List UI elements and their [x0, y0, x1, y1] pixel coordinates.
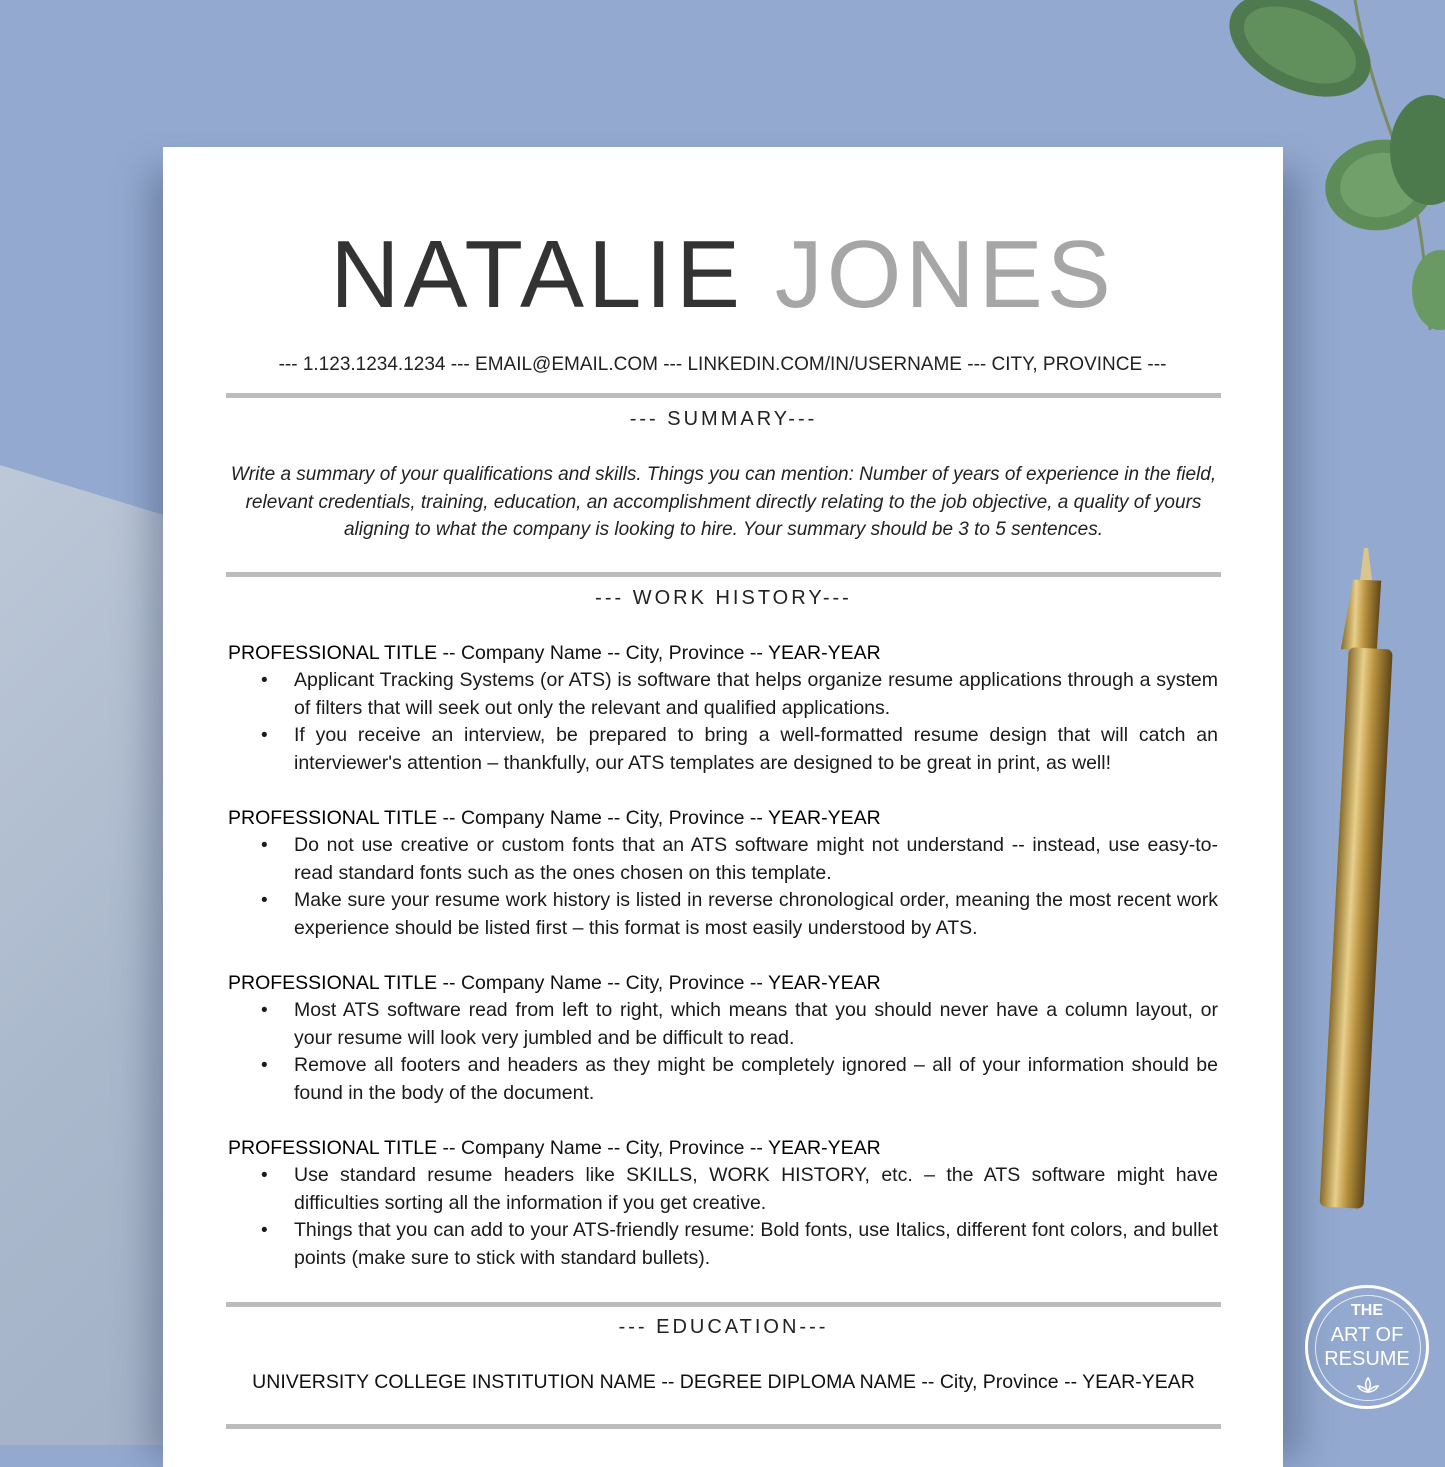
education-details: -- DEGREE DIPLOMA NAME -- City, Province --	[655, 1371, 1083, 1393]
job-title: PROFESSIONAL TITLE	[228, 642, 438, 664]
gold-pen	[1312, 540, 1402, 1220]
job-bullet: • Applicant Tracking Systems (or ATS) is software that helps organize resume applications through a system of filters that will seek out only the relevant and qualified applications.	[261, 669, 1218, 719]
art-of-resume-logo	[1305, 1285, 1429, 1409]
job-title: PROFESSIONAL TITLE	[228, 807, 438, 829]
job-bullets	[228, 997, 1218, 1107]
job-title: PROFESSIONAL TITLE	[228, 1137, 438, 1159]
job-bullets	[228, 1162, 1218, 1272]
job-header	[228, 1134, 1218, 1162]
section-divider	[226, 572, 1221, 577]
bullet-text: Do not use creative or custom fonts that an ATS software might not understand -- instead, use easy-to-read standard fonts such as the ones chosen on this template.	[294, 834, 1218, 884]
job-entry	[228, 639, 1218, 777]
job-bullets	[228, 667, 1218, 777]
education-entry	[226, 1368, 1221, 1396]
logo-line-2: ART OF	[1330, 1324, 1404, 1346]
section-divider	[226, 393, 1221, 398]
job-bullet: • Most ATS software read from left to right, which means that you should never have a column layout, or your resume will look very jumbled and be difficult to read.	[261, 999, 1218, 1049]
job-header	[228, 639, 1218, 667]
bullet-text: Make sure your resume work history is listed in reverse chronological order, meaning the most recent work experience should be listed first – this format is most easily understood by ATS.	[294, 889, 1218, 939]
education-years: YEAR-YEAR	[1082, 1371, 1195, 1393]
job-bullet: • Make sure your resume work history is listed in reverse chronological order, meaning the most recent work experience should be listed first – this format is most easily understood by ATS.	[261, 889, 1218, 939]
education-heading: --- EDUCATION---	[618, 1316, 829, 1338]
section-divider	[226, 1424, 1221, 1429]
section-divider	[226, 1302, 1221, 1307]
job-years: YEAR-YEAR	[767, 642, 881, 664]
bullet-text: If you receive an interview, be prepared to bring a well-formatted resume design that will catch an interviewer's attention – thankfully, our ATS templates are designed to be great in print, as well!	[294, 724, 1218, 774]
job-entry	[228, 1134, 1218, 1272]
job-bullet: • Things that you can add to your ATS-friendly resume: Bold fonts, use Italics, different font colors, and bullet points (make sure to stick with standard bullets).	[261, 1219, 1218, 1269]
contact-line: --- 1.123.1234.1234 --- EMAIL@EMAIL.COM --- LINKEDIN.COM/IN/USERNAME --- CITY, PROVINCE ---	[278, 354, 1167, 375]
job-entry	[228, 804, 1218, 942]
last-name: JONES	[774, 221, 1115, 328]
job-bullet: • If you receive an interview, be prepared to bring a well-formatted resume design that will catch an interviewer's attention – thankfully, our ATS templates are designed to be great in print, as well!	[261, 724, 1218, 774]
institution-name: UNIVERSITY COLLEGE INSTITUTION NAME	[252, 1371, 656, 1393]
logo-line-1: THE	[1351, 1302, 1383, 1319]
job-title: PROFESSIONAL TITLE	[228, 972, 438, 994]
job-years: YEAR-YEAR	[767, 1137, 881, 1159]
job-years: YEAR-YEAR	[767, 972, 881, 994]
bullet-text: Remove all footers and headers as they might be completely ignored – all of your information should be found in the body of the document.	[294, 1054, 1218, 1104]
job-bullet: • Use standard resume headers like SKILLS, WORK HISTORY, etc. – the ATS software might have difficulties sorting all the information if you get creative.	[261, 1164, 1218, 1214]
job-header	[228, 969, 1218, 997]
bullet-text: Things that you can add to your ATS-friendly resume: Bold fonts, use Italics, different font colors, and bullet points (make sure to stick with standard bullets).	[294, 1219, 1218, 1269]
first-name: NATALIE	[330, 221, 745, 328]
job-bullet: • Remove all footers and headers as they might be completely ignored – all of your information should be found in the body of the document.	[261, 1054, 1218, 1104]
job-bullets	[228, 832, 1218, 942]
job-years: YEAR-YEAR	[767, 807, 881, 829]
job-details: -- Company Name -- City, Province --	[437, 1137, 768, 1159]
lotus-icon	[1356, 1376, 1380, 1394]
bullet-text: Applicant Tracking Systems (or ATS) is software that helps organize resume applications through a system of filters that will seek out only the relevant and qualified applications.	[294, 669, 1218, 719]
job-details: -- Company Name -- City, Province --	[437, 642, 768, 664]
job-header	[228, 804, 1218, 832]
bullet-text: Use standard resume headers like SKILLS, WORK HISTORY, etc. – the ATS software might have difficulties sorting all the information if you get creative.	[294, 1164, 1218, 1214]
summary-heading: --- SUMMARY---	[629, 408, 818, 430]
resume-name	[0, 220, 1445, 330]
work-history-heading: --- WORK HISTORY---	[595, 587, 852, 609]
summary-text: Write a summary of your qualifications and skills. Things you can mention: Number of years of experience in the field, relevant credentials, training, education, an accomplishment directly relating to the job objective, a quality of yours aligning to what the company is looking to hire. Your summary should be 3 to 5 sentences.	[230, 464, 1217, 540]
bullet-text: Most ATS software read from left to right, which means that you should never have a column layout, or your resume will look very jumbled and be difficult to read.	[294, 999, 1218, 1049]
job-details: -- Company Name -- City, Province --	[437, 972, 768, 994]
job-bullet: • Do not use creative or custom fonts that an ATS software might not understand -- instead, use easy-to-read standard fonts such as the ones chosen on this template.	[261, 834, 1218, 884]
job-entry	[228, 969, 1218, 1107]
job-details: -- Company Name -- City, Province --	[437, 807, 768, 829]
logo-line-3: RESUME	[1324, 1348, 1410, 1370]
